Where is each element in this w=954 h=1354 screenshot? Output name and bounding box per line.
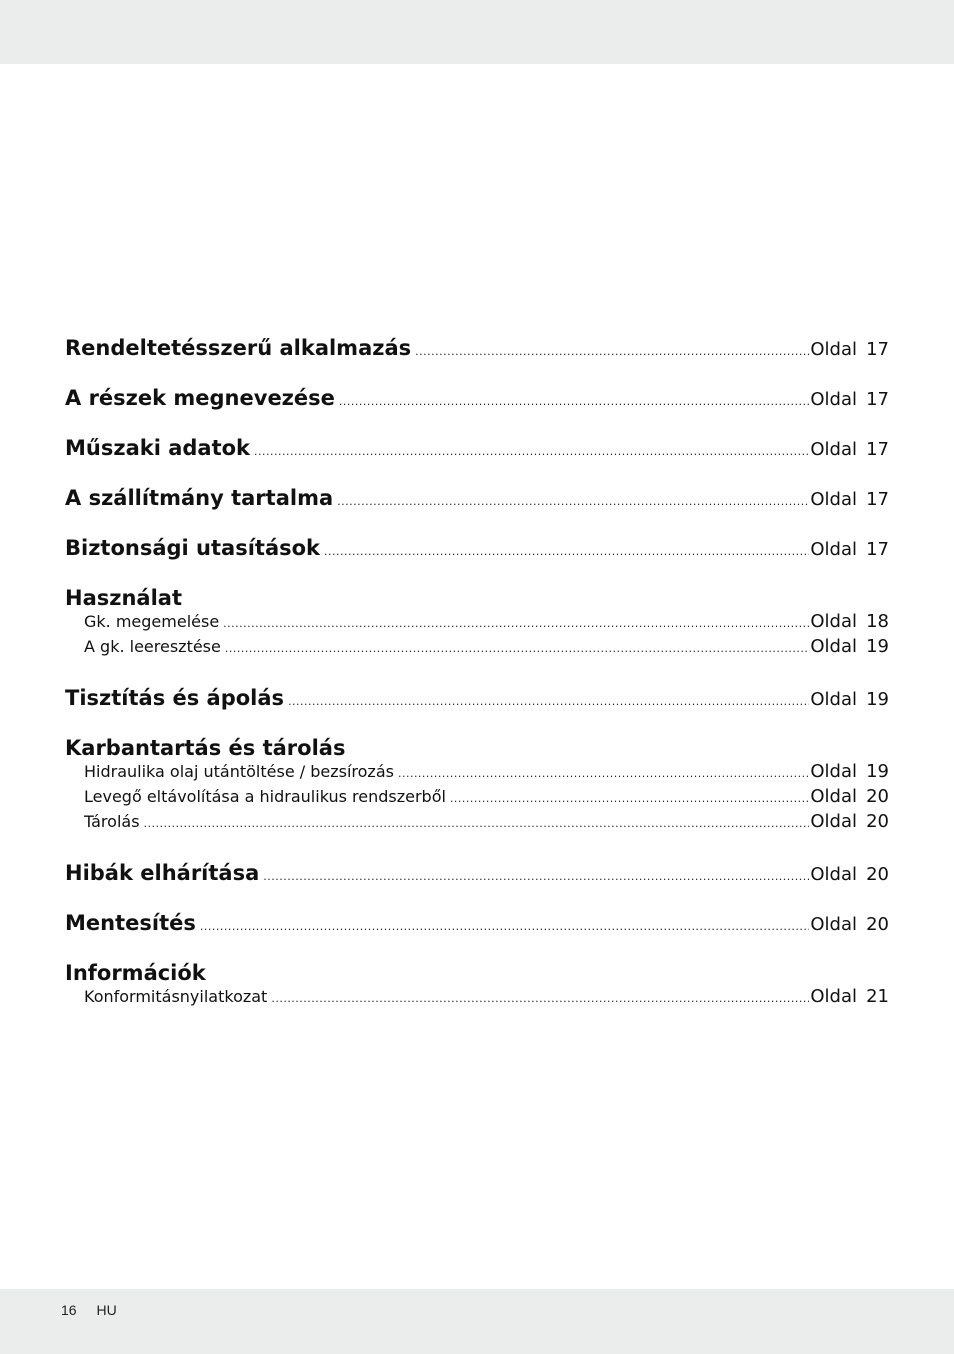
toc-entry-page: Oldal 17: [810, 339, 889, 360]
toc-subentry-label: Tárolás: [84, 812, 140, 831]
toc-entry-delivery-contents[interactable]: [65, 486, 889, 536]
toc-entry-page: Oldal 17: [810, 389, 889, 410]
page-footer: [61, 1302, 117, 1318]
dot-leader: [254, 445, 809, 458]
toc-heading-maintenance: [65, 736, 889, 761]
toc-entry-technical-data[interactable]: [65, 436, 889, 486]
dot-leader: [225, 642, 810, 655]
toc-heading-label: Karbantartás és tárolás: [65, 736, 346, 760]
bottom-band: [0, 1289, 954, 1354]
toc-subentry-label: Konformitásnyilatkozat: [84, 987, 268, 1006]
toc-entry-page: Oldal 20: [810, 864, 889, 885]
dot-leader: [271, 992, 809, 1005]
toc-entry-page: Oldal 17: [810, 489, 889, 510]
toc-entry-troubleshooting[interactable]: [65, 861, 889, 911]
toc-entry-label: A részek megnevezése: [65, 386, 335, 410]
toc-entry-parts[interactable]: [65, 386, 889, 436]
toc-entry-disposal[interactable]: [65, 911, 889, 961]
dot-leader: [337, 495, 809, 508]
page-number: 16: [61, 1302, 77, 1318]
language-code: HU: [96, 1302, 117, 1318]
toc-entry-label: Mentesítés: [65, 911, 196, 935]
dot-leader: [144, 817, 810, 830]
toc-entry-page: Oldal 18: [810, 611, 889, 632]
toc-entry-safety[interactable]: [65, 536, 889, 586]
toc-heading-label: Információk: [65, 961, 206, 985]
top-band: [0, 0, 954, 64]
toc-entry-page: Oldal 20: [810, 914, 889, 935]
toc-entry-page: Oldal 19: [810, 761, 889, 782]
dot-leader: [324, 545, 809, 558]
toc-entry-cleaning[interactable]: [65, 686, 889, 736]
toc-entry-page: Oldal 21: [810, 986, 889, 1007]
dot-leader: [200, 920, 810, 933]
toc-heading-label: Használat: [65, 586, 182, 610]
dot-leader: [339, 395, 809, 408]
toc-entry-page: Oldal 20: [810, 786, 889, 807]
dot-leader: [263, 870, 809, 883]
toc-subentry-lowering[interactable]: [65, 636, 889, 661]
toc-entry-label: Műszaki adatok: [65, 436, 251, 460]
toc-subentry-label: Gk. megemelése: [84, 612, 220, 631]
toc-entry-label: Tisztítás és ápolás: [65, 686, 285, 710]
toc-subentry-air-removal[interactable]: [65, 786, 889, 811]
toc-entry-label: A szállítmány tartalma: [65, 486, 334, 510]
table-of-contents: [65, 336, 889, 1011]
dot-leader: [415, 345, 809, 358]
toc-entry-page: Oldal 20: [810, 811, 889, 832]
toc-subentry-storage[interactable]: [65, 811, 889, 836]
toc-subentry-lifting[interactable]: [65, 611, 889, 636]
toc-entry-page: Oldal 19: [810, 689, 889, 710]
toc-entry-label: Rendeltetésszerű alkalmazás: [65, 336, 412, 360]
dot-leader: [450, 792, 809, 805]
dot-leader: [223, 617, 809, 630]
toc-entry-page: Oldal 19: [810, 636, 889, 657]
toc-subentry-oil-refill[interactable]: [65, 761, 889, 786]
toc-entry-page: Oldal 17: [810, 539, 889, 560]
toc-heading-information: [65, 961, 889, 986]
toc-entry-label: Hibák elhárítása: [65, 861, 260, 885]
toc-subentry-conformity[interactable]: [65, 986, 889, 1011]
toc-entry-intended-use[interactable]: [65, 336, 889, 386]
spacer: [65, 661, 889, 686]
toc-entry-page: Oldal 17: [810, 439, 889, 460]
toc-heading-usage: [65, 586, 889, 611]
dot-leader: [288, 695, 809, 708]
toc-subentry-label: A gk. leeresztése: [84, 637, 221, 656]
toc-subentry-label: Levegő eltávolítása a hidraulikus rendszerből: [84, 787, 446, 806]
dot-leader: [398, 767, 809, 780]
toc-entry-label: Biztonsági utasítások: [65, 536, 321, 560]
toc-subentry-label: Hidraulika olaj utántöltése / bezsírozás: [84, 762, 394, 781]
spacer: [65, 836, 889, 861]
